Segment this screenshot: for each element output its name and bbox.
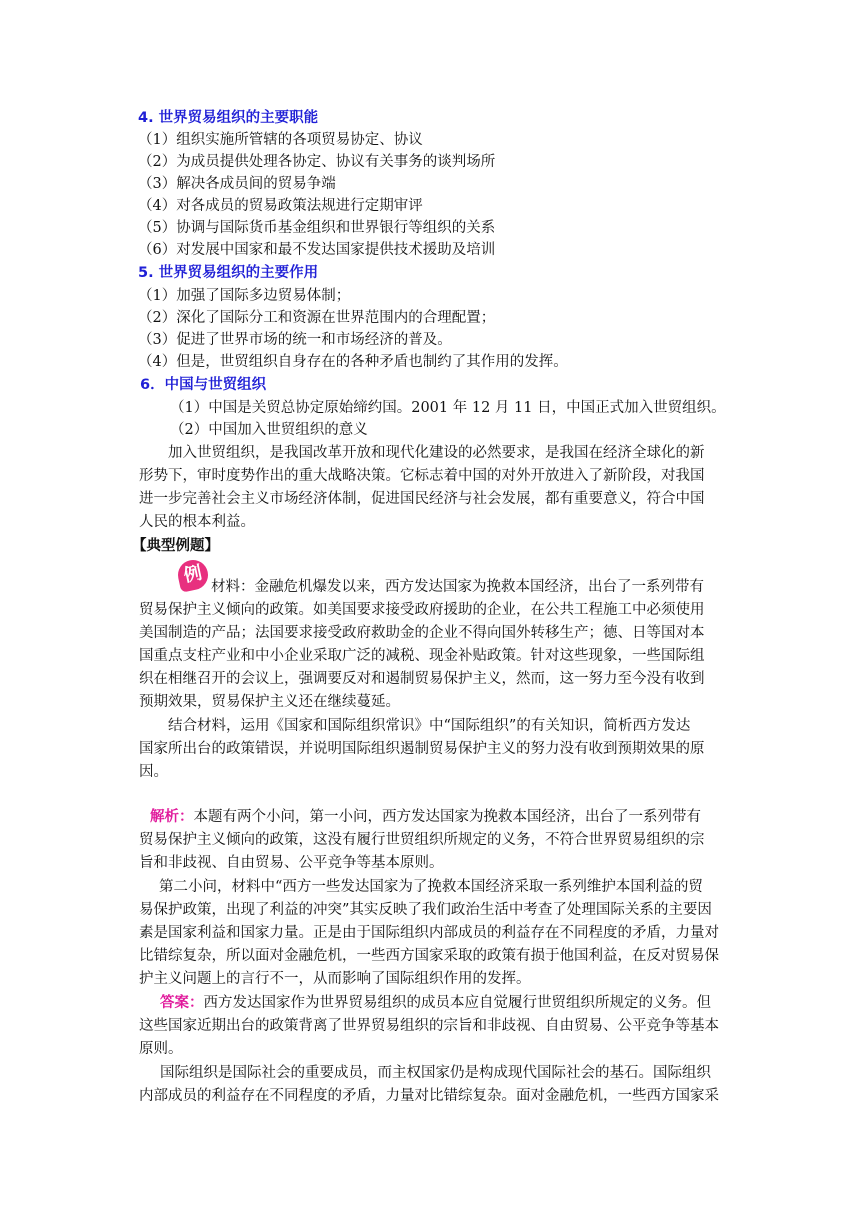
analysis-line: 素是国家利益和国家力量。正是由于国际组织内部成员的利益存在不同程度的矛盾，力量对 bbox=[139, 925, 719, 941]
example-material-line: 材料：金融危机爆发以来，西方发达国家为挽救本国经济，出台了一系列带有 bbox=[211, 579, 704, 595]
answer-line: 国际组织是国际社会的重要成员，而主权国家仍是构成现代国际社会的基石。国际组织 bbox=[160, 1065, 711, 1081]
example-badge-icon: 例 bbox=[175, 557, 211, 593]
section5-item: （3）促进了世界市场的统一和市场经济的普及。 bbox=[138, 332, 452, 348]
section4-item: （4）对各成员的贸易政策法规进行定期审评 bbox=[138, 198, 423, 214]
example-question-line: 结合材料，运用《国家和国际组织常识》中“国际组织”的有关知识，简析西方发达 bbox=[168, 718, 691, 734]
section6-paragraph-line: 加入世贸组织，是我国改革开放和现代化建设的必然要求，是我国在经济全球化的新 bbox=[168, 445, 705, 461]
analysis-line: 贸易保护主义倾向的政策，这没有履行世贸组织所规定的义务，不符合世界贸易组织的宗 bbox=[139, 832, 705, 848]
section4-heading: 4. 世界贸易组织的主要职能 bbox=[138, 110, 319, 126]
example-material-line: 贸易保护主义倾向的政策。如美国要求接受政府援助的企业，在公共工程施工中必须使用 bbox=[139, 602, 705, 618]
section6-paragraph-line: 进一步完善社会主义市场经济体制，促进国民经济与社会发展，都有重要意义，符合中国 bbox=[139, 491, 705, 507]
analysis-text: 本题有两个小问，第一小问，西方发达国家为挽救本国经济，出台了一系列带有 bbox=[193, 809, 701, 825]
section5-heading: 5. 世界贸易组织的主要作用 bbox=[138, 265, 319, 281]
example-material-line: 预期效果，贸易保护主义还在继续蔓延。 bbox=[139, 694, 400, 710]
section6-item: （2）中国加入世贸组织的意义 bbox=[170, 422, 368, 438]
analysis-line: 比错综复杂，所以面对金融危机，一些西方国家采取的政策有损于他国利益，在反对贸易保 bbox=[139, 948, 719, 964]
analysis-line bbox=[150, 806, 701, 828]
section5-item: （4）但是，世贸组织自身存在的各种矛盾也制约了其作用的发挥。 bbox=[138, 354, 568, 370]
analysis-line: 旨和非歧视、自由贸易、公平竞争等基本原则。 bbox=[139, 855, 444, 871]
section4-item: （3）解决各成员间的贸易争端 bbox=[138, 176, 336, 192]
example-material-line: 国重点支柱产业和中小企业采取广泛的减税、现金补贴政策。针对这些现象，一些国际组 bbox=[139, 648, 705, 664]
example-question-line: 因。 bbox=[139, 764, 168, 780]
section4-item: （1）组织实施所管辖的各项贸易协定、协议 bbox=[138, 132, 423, 148]
section4-item: （6）对发展中国家和最不发达国家提供技术援助及培训 bbox=[138, 242, 496, 258]
answer-line bbox=[160, 992, 711, 1014]
answer-line: 原则。 bbox=[139, 1041, 183, 1057]
example-material-line: 美国制造的产品；法国要求接受政府救助金的企业不得向国外转移生产；德、日等国对本 bbox=[139, 625, 705, 641]
answer-line: 这些国家近期出台的政策背离了世界贸易组织的宗旨和非歧视、自由贸易、公平竞争等基本 bbox=[139, 1018, 719, 1034]
section6-paragraph-line: 人民的根本利益。 bbox=[139, 514, 255, 530]
answer-line: 内部成员的利益存在不同程度的矛盾，力量对比错综复杂。面对金融危机，一些西方国家采 bbox=[139, 1088, 719, 1104]
example-question-line: 国家所出台的政策错误，并说明国际组织遏制贸易保护主义的努力没有收到预期效果的原 bbox=[139, 741, 705, 757]
section6-paragraph-line: 形势下，审时度势作出的重大战略决策。它标志着中国的对外开放进入了新阶段，对我国 bbox=[139, 468, 705, 484]
analysis-line: 易保护政策，出现了利益的冲突”其实反映了我们政治生活中考查了处理国际关系的主要因 bbox=[139, 902, 712, 918]
example-heading: 【典型例题】 bbox=[132, 538, 219, 554]
section5-item: （1）加强了国际多边贸易体制； bbox=[138, 288, 351, 304]
section5-item: （2）深化了国际分工和资源在世界范围内的合理配置； bbox=[138, 310, 496, 326]
section4-item: （5）协调与国际货币基金组织和世界银行等组织的关系 bbox=[138, 220, 496, 236]
section4-item: （2）为成员提供处理各协定、协议有关事务的谈判场所 bbox=[138, 154, 496, 170]
analysis-line: 护主义问题上的言行不一，从而影响了国际组织作用的发挥。 bbox=[139, 971, 531, 987]
section6-item: （1）中国是关贸总协定原始缔约国。2001 年 12 月 11 日，中国正式加入世贸组织。 bbox=[170, 400, 726, 416]
answer-text: 西方发达国家作为世界贸易组织的成员本应自觉履行世贸组织所规定的义务。但 bbox=[203, 995, 711, 1011]
example-material-line: 织在相继召开的会议上，强调要反对和遏制贸易保护主义，然而，这一努力至今没有收到 bbox=[139, 671, 705, 687]
analysis-label: 解析： bbox=[150, 809, 194, 825]
section6-heading: 6．中国与世贸组织 bbox=[140, 377, 267, 393]
answer-label: 答案： bbox=[160, 995, 204, 1011]
analysis-line: 第二小问，材料中“西方一些发达国家为了挽救本国经济采取一系列维护本国利益的贸 bbox=[159, 879, 703, 895]
